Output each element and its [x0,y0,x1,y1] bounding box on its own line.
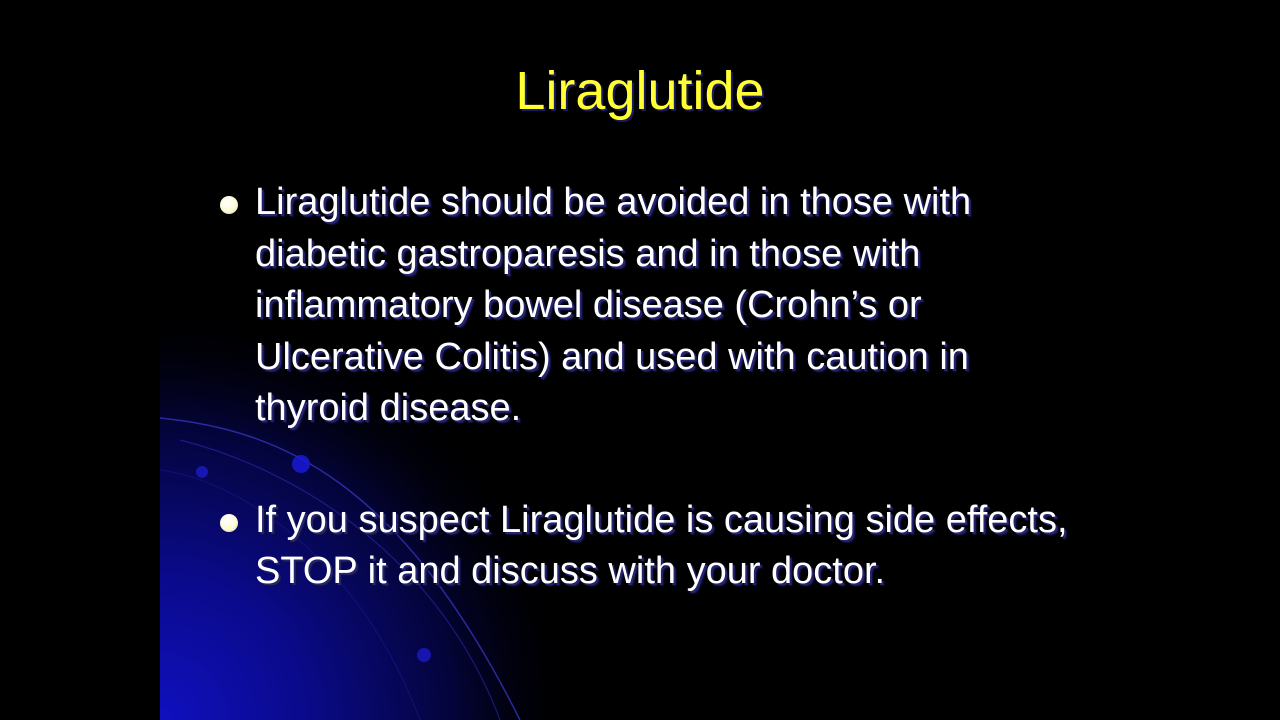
slide [160,0,1120,720]
glow-dot [417,648,431,662]
bullet-icon [220,196,238,214]
bullet-item [220,495,1080,598]
bullet-list [220,177,1080,598]
bullet-text: Liraglutide should be avoided in those with diabetic gastroparesis and in those with inflammatory bowel disease (Crohn’s or Ulcerative Colitis) and used with caution in thyroid disease. [255,181,972,429]
bullet-text: If you suspect Liraglutide is causing side effects, STOP it and discuss with your doctor. [255,498,1068,592]
glow-dot [196,466,208,478]
bullet-icon [220,514,238,532]
bullet-item [220,177,1080,435]
slide-title: Liraglutide [515,61,765,121]
